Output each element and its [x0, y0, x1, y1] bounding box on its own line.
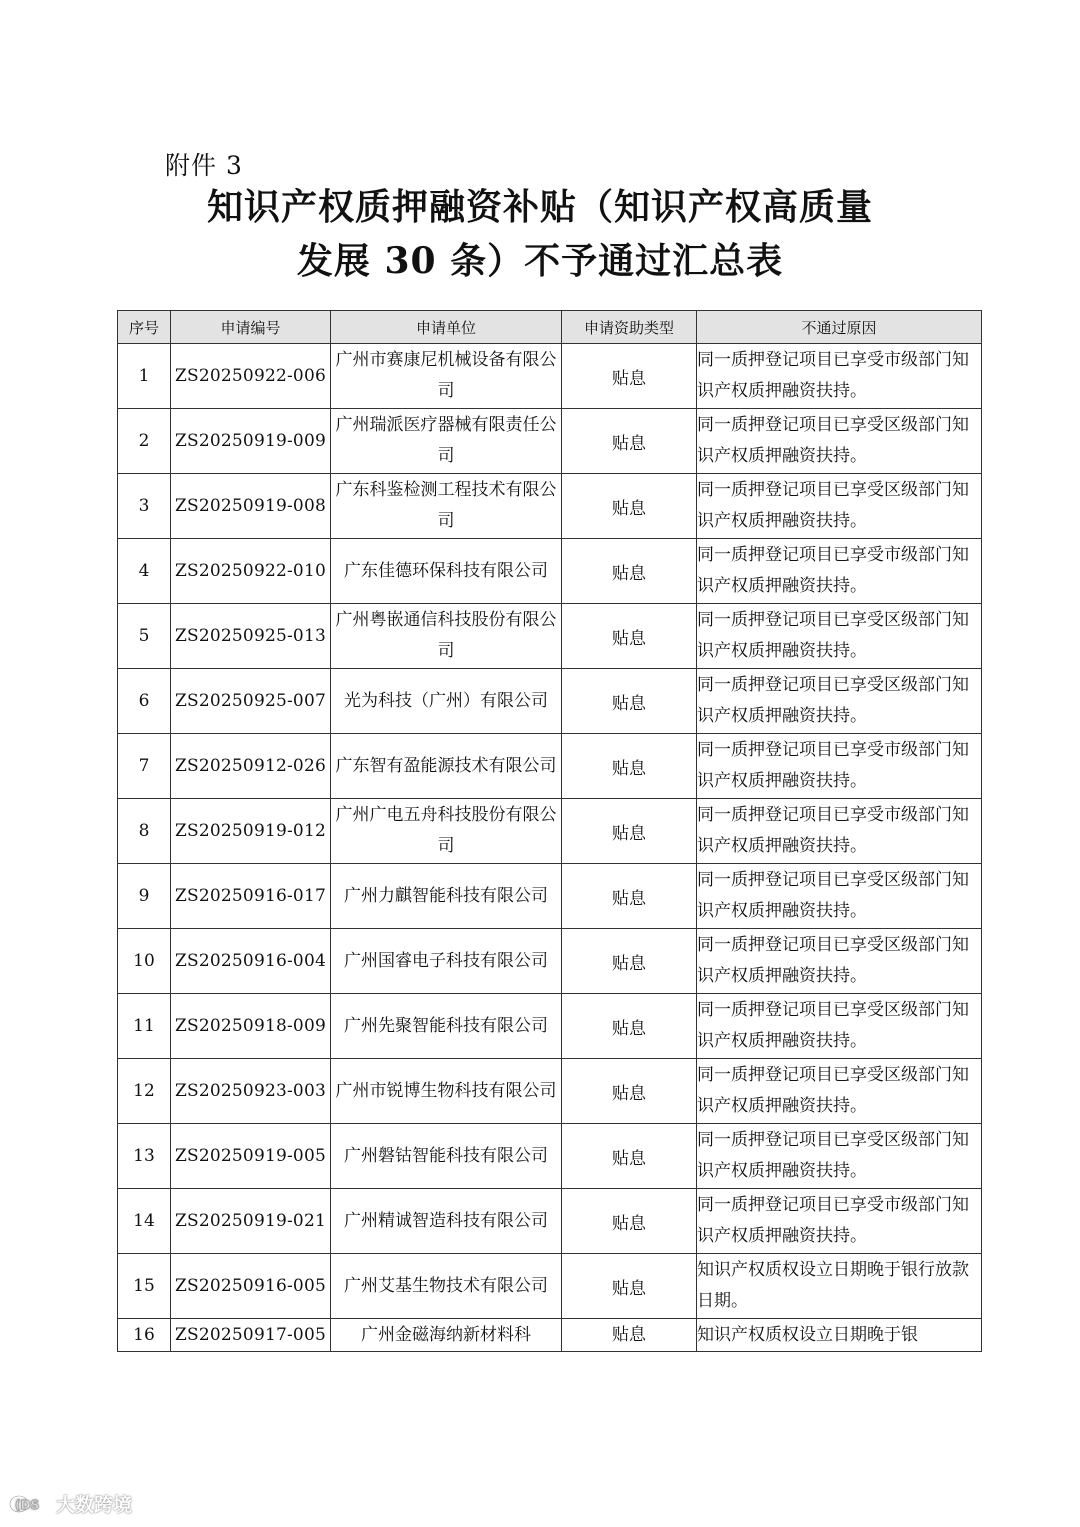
- cell-subsidy-type: 贴息: [562, 1124, 697, 1189]
- cell-applicant-unit: 广州力麒智能科技有限公司: [331, 864, 562, 929]
- cell-rejection-reason: 知识产权质权设立日期晚于银: [697, 1319, 982, 1352]
- cell-serial-no: 10: [118, 929, 171, 994]
- cell-rejection-reason: 同一质押登记项目已享受市级部门知识产权质押融资扶持。: [697, 539, 982, 604]
- table-row: [118, 669, 982, 734]
- cell-serial-no: 4: [118, 539, 171, 604]
- cell-application-code: ZS20250919-008: [171, 474, 331, 539]
- cell-subsidy-type: 贴息: [562, 604, 697, 669]
- cell-rejection-reason: 同一质押登记项目已享受区级部门知识产权质押融资扶持。: [697, 669, 982, 734]
- cell-application-code: ZS20250912-026: [171, 734, 331, 799]
- cell-rejection-reason: 同一质押登记项目已享受区级部门知识产权质押融资扶持。: [697, 1124, 982, 1189]
- cell-subsidy-type: 贴息: [562, 994, 697, 1059]
- cell-application-code: ZS20250922-010: [171, 539, 331, 604]
- cell-application-code: ZS20250925-013: [171, 604, 331, 669]
- cell-applicant-unit: 广州先聚智能科技有限公司: [331, 994, 562, 1059]
- cell-subsidy-type: 贴息: [562, 669, 697, 734]
- table-row: [118, 1319, 982, 1352]
- cell-applicant-unit: 广东佳德环保科技有限公司: [331, 539, 562, 604]
- watermark-text: 大数跨境: [56, 1494, 133, 1516]
- table-row: [118, 1254, 982, 1319]
- attachment-label: 附件 3: [165, 151, 243, 180]
- cell-serial-no: 2: [118, 409, 171, 474]
- cell-serial-no: 5: [118, 604, 171, 669]
- title-line-1: 知识产权质押融资补贴（知识产权高质量: [206, 186, 873, 228]
- cell-rejection-reason: 同一质押登记项目已享受区级部门知识产权质押融资扶持。: [697, 994, 982, 1059]
- table-row: [118, 539, 982, 604]
- table-row: [118, 474, 982, 539]
- cell-serial-no: 7: [118, 734, 171, 799]
- cell-serial-no: 12: [118, 1059, 171, 1124]
- cell-applicant-unit: 广州广电五舟科技股份有限公司: [331, 799, 562, 864]
- header-serial-no: 序号: [118, 311, 171, 344]
- table-row: [118, 604, 982, 669]
- cell-serial-no: 15: [118, 1254, 171, 1319]
- cell-application-code: ZS20250922-006: [171, 344, 331, 409]
- header-rejection-reason: 不通过原因: [697, 311, 982, 344]
- cell-rejection-reason: 同一质押登记项目已享受区级部门知识产权质押融资扶持。: [697, 1059, 982, 1124]
- cell-application-code: ZS20250916-005: [171, 1254, 331, 1319]
- cell-serial-no: 11: [118, 994, 171, 1059]
- cell-rejection-reason: 同一质押登记项目已享受区级部门知识产权质押融资扶持。: [697, 929, 982, 994]
- cell-subsidy-type: 贴息: [562, 1254, 697, 1319]
- cell-rejection-reason: 同一质押登记项目已享受区级部门知识产权质押融资扶持。: [697, 474, 982, 539]
- cell-serial-no: 9: [118, 864, 171, 929]
- cell-applicant-unit: 广东智有盈能源技术有限公司: [331, 734, 562, 799]
- cell-applicant-unit: 广州市赛康尼机械设备有限公司: [331, 344, 562, 409]
- cell-applicant-unit: 广州金磁海纳新材料科: [331, 1319, 562, 1352]
- cell-applicant-unit: 广州磐钴智能科技有限公司: [331, 1124, 562, 1189]
- cell-subsidy-type: 贴息: [562, 929, 697, 994]
- cell-serial-no: 6: [118, 669, 171, 734]
- cell-application-code: ZS20250919-005: [171, 1124, 331, 1189]
- table-row: [118, 799, 982, 864]
- cell-application-code: ZS20250919-021: [171, 1189, 331, 1254]
- header-subsidy-type: 申请资助类型: [562, 311, 697, 344]
- cell-rejection-reason: 同一质押登记项目已享受市级部门知识产权质押融资扶持。: [697, 1189, 982, 1254]
- document-title: [0, 180, 1080, 288]
- watermark: [8, 1490, 132, 1517]
- cell-serial-no: 14: [118, 1189, 171, 1254]
- cell-subsidy-type: 贴息: [562, 1189, 697, 1254]
- table-row: [118, 1059, 982, 1124]
- cell-application-code: ZS20250919-012: [171, 799, 331, 864]
- table-row: [118, 994, 982, 1059]
- table-row: [118, 734, 982, 799]
- cell-applicant-unit: 广州市锐博生物科技有限公司: [331, 1059, 562, 1124]
- cell-serial-no: 1: [118, 344, 171, 409]
- cell-application-code: ZS20250916-004: [171, 929, 331, 994]
- cell-application-code: ZS20250925-007: [171, 669, 331, 734]
- rejection-summary-table: [117, 310, 982, 1352]
- cell-application-code: ZS20250919-009: [171, 409, 331, 474]
- table-header-row: [118, 311, 982, 344]
- cell-rejection-reason: 同一质押登记项目已享受区级部门知识产权质押融资扶持。: [697, 604, 982, 669]
- cell-serial-no: 3: [118, 474, 171, 539]
- cell-subsidy-type: 贴息: [562, 409, 697, 474]
- watermark-logo-text: (DS: [15, 1497, 40, 1512]
- cell-applicant-unit: 广东科鉴检测工程技术有限公司: [331, 474, 562, 539]
- cell-serial-no: 16: [118, 1319, 171, 1352]
- cell-serial-no: 13: [118, 1124, 171, 1189]
- cell-subsidy-type: 贴息: [562, 864, 697, 929]
- cell-application-code: ZS20250916-017: [171, 864, 331, 929]
- cell-application-code: ZS20250923-003: [171, 1059, 331, 1124]
- cell-applicant-unit: 广州精诚智造科技有限公司: [331, 1189, 562, 1254]
- cell-application-code: ZS20250918-009: [171, 994, 331, 1059]
- cell-subsidy-type: 贴息: [562, 734, 697, 799]
- table-row: [118, 1189, 982, 1254]
- cell-rejection-reason: 同一质押登记项目已享受市级部门知识产权质押融资扶持。: [697, 734, 982, 799]
- cell-rejection-reason: 同一质押登记项目已享受区级部门知识产权质押融资扶持。: [697, 864, 982, 929]
- header-application-code: 申请编号: [171, 311, 331, 344]
- title-line-2: 发展 30 条）不予通过汇总表: [296, 240, 784, 282]
- cell-subsidy-type: 贴息: [562, 474, 697, 539]
- cell-rejection-reason: 同一质押登记项目已享受区级部门知识产权质押融资扶持。: [697, 409, 982, 474]
- cell-applicant-unit: 广州粤嵌通信科技股份有限公司: [331, 604, 562, 669]
- cell-rejection-reason: 知识产权质权设立日期晚于银行放款日期。: [697, 1254, 982, 1319]
- watermark-logo-icon: [8, 1493, 52, 1515]
- cell-subsidy-type: 贴息: [562, 539, 697, 604]
- table-row: [118, 409, 982, 474]
- table-row: [118, 929, 982, 994]
- table-row: [118, 864, 982, 929]
- cell-rejection-reason: 同一质押登记项目已享受市级部门知识产权质押融资扶持。: [697, 344, 982, 409]
- cell-application-code: ZS20250917-005: [171, 1319, 331, 1352]
- cell-subsidy-type: 贴息: [562, 1059, 697, 1124]
- table-row: [118, 344, 982, 409]
- cell-applicant-unit: 广州艾基生物技术有限公司: [331, 1254, 562, 1319]
- cell-applicant-unit: 广州国睿电子科技有限公司: [331, 929, 562, 994]
- cell-subsidy-type: 贴息: [562, 799, 697, 864]
- cell-serial-no: 8: [118, 799, 171, 864]
- cell-applicant-unit: 光为科技（广州）有限公司: [331, 669, 562, 734]
- header-applicant-unit: 申请单位: [331, 311, 562, 344]
- table-row: [118, 1124, 982, 1189]
- cell-subsidy-type: 贴息: [562, 1319, 697, 1352]
- cell-rejection-reason: 同一质押登记项目已享受市级部门知识产权质押融资扶持。: [697, 799, 982, 864]
- cell-subsidy-type: 贴息: [562, 344, 697, 409]
- cell-applicant-unit: 广州瑞派医疗器械有限责任公司: [331, 409, 562, 474]
